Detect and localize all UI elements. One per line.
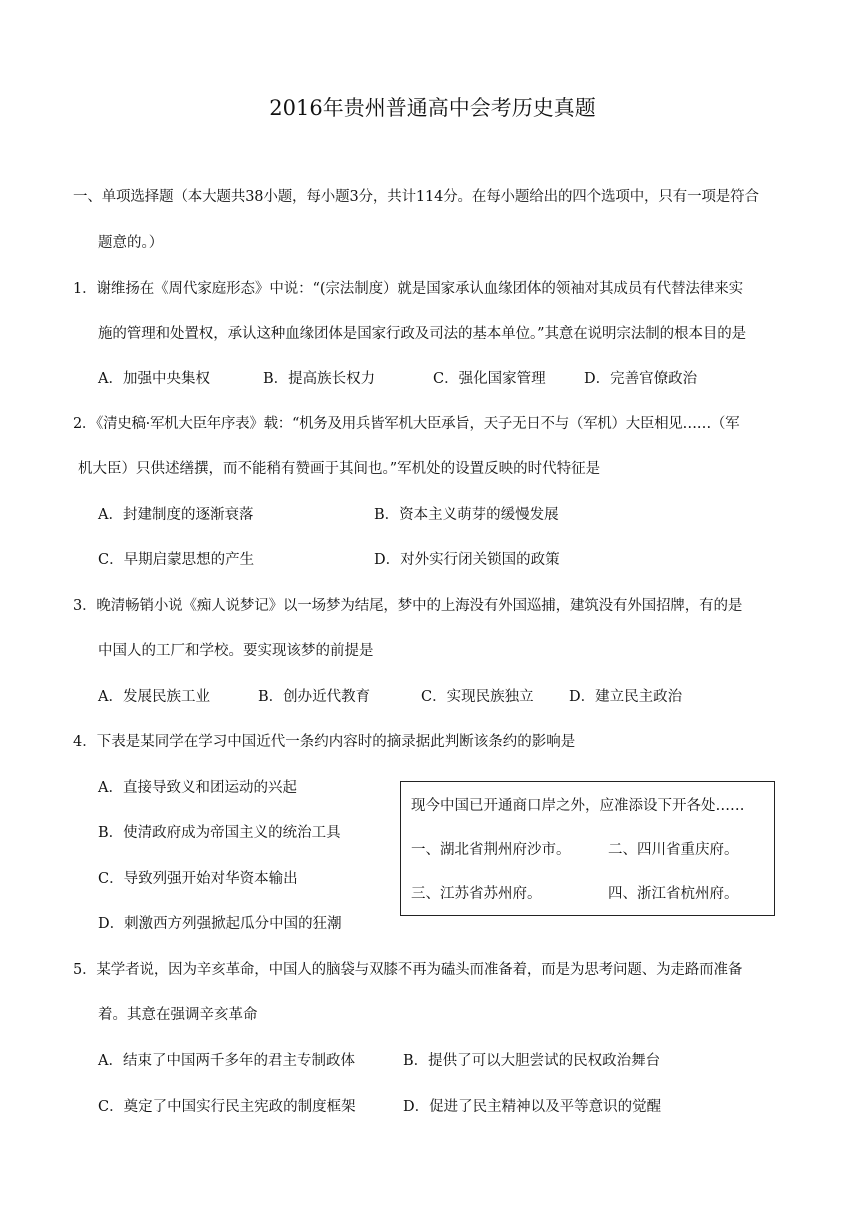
question-4-option-b: B．使清政府成为帝国主义的统治工具 xyxy=(98,825,341,841)
question-5-option-d: D．促进了民主精神以及平等意识的觉醒 xyxy=(403,1099,662,1115)
question-2-option-a: A．封建制度的逐渐衰落 xyxy=(98,507,254,523)
question-2-option-b: B．资本主义萌芽的缓慢发展 xyxy=(374,507,559,523)
page-title: 2016年贵州普通高中会考历史真题 xyxy=(269,96,596,120)
question-2-stem: 2．《清史稿·军机大臣年序表》载：“机务及用兵皆军机大臣承旨，天子无日不与（军机）大臣相见……（军 xyxy=(73,416,740,432)
question-2-option-c: C．早期启蒙思想的产生 xyxy=(98,552,255,568)
question-3-option-d: D．建立民主政治 xyxy=(569,689,683,705)
treaty-excerpt-item: 三、江苏省苏州府。 xyxy=(411,886,542,902)
treaty-excerpt-item: 四、浙江省杭州府。 xyxy=(608,886,739,902)
question-1-option-d: D．完善官僚政治 xyxy=(584,371,698,387)
question-3-option-c: C．实现民族独立 xyxy=(421,689,534,705)
treaty-excerpt-table xyxy=(400,781,775,916)
section-heading-cont: 题意的。） xyxy=(98,235,164,251)
question-3-stem: 3．晚清畅销小说《痴人说梦记》以一场梦为结尾，梦中的上海没有外国巡捕，建筑没有外国招牌，有的是 xyxy=(73,598,743,614)
question-1-option-b: B．提高族长权力 xyxy=(263,371,376,387)
question-5-option-a: A．结束了中国两千多年的君主专制政体 xyxy=(98,1053,355,1069)
question-4-stem: 4．下表是某同学在学习中国近代一条约内容时的摘录据此判断该条约的影响是 xyxy=(73,734,576,750)
question-3-stem-cont: 中国人的工厂和学校。要实现该梦的前提是 xyxy=(98,643,374,659)
question-1-option-c: C．强化国家管理 xyxy=(433,371,546,387)
question-5-stem: 5．某学者说，因为辛亥革命，中国人的脑袋与双膝不再为磕头而准备着，而是为思考问题、为走路而准备 xyxy=(73,962,743,978)
treaty-excerpt-item: 一、湖北省荆州府沙市。 xyxy=(411,842,571,858)
question-4-option-a: A．直接导致义和团运动的兴起 xyxy=(98,780,297,796)
section-heading: 一、单项选择题（本大题共38小题，每小题3分，共计114分。在每小题给出的四个选项中，只有一项是符合 xyxy=(73,189,759,205)
question-3-option-b: B．创办近代教育 xyxy=(258,689,371,705)
treaty-excerpt-item: 二、四川省重庆府。 xyxy=(608,842,739,858)
treaty-excerpt-heading: 现今中国已开通商口岸之外，应准添设下开各处…… xyxy=(411,798,745,814)
question-3-option-a: A．发展民族工业 xyxy=(98,689,210,705)
question-5-option-b: B．提供了可以大胆尝试的民权政治舞台 xyxy=(403,1053,661,1069)
question-2-option-d: D．对外实行闭关锁国的政策 xyxy=(374,552,560,568)
question-4-option-d: D．刺激西方列强掀起瓜分中国的狂潮 xyxy=(98,916,342,932)
question-5-option-c: C．奠定了中国实行民主宪政的制度框架 xyxy=(98,1099,356,1115)
question-2-stem-cont: 机大臣）只供述缮撰，而不能稍有赞画于其间也。”军机处的设置反映的时代特征是 xyxy=(78,461,601,477)
question-4-option-c: C．导致列强开始对华资本输出 xyxy=(98,871,298,887)
question-1-option-a: A．加强中央集权 xyxy=(98,371,210,387)
question-1-stem: 1．谢维扬在《周代家庭形态》中说：“(宗法制度）就是国家承认血缘团体的领袖对其成员有代替法律来实 xyxy=(73,281,743,297)
question-5-stem-cont: 着。其意在强调辛亥革命 xyxy=(98,1007,258,1023)
question-1-stem-cont: 施的管理和处置权，承认这种血缘团体是国家行政及司法的基本单位。”其意在说明宗法制的根本目的是 xyxy=(98,326,747,342)
